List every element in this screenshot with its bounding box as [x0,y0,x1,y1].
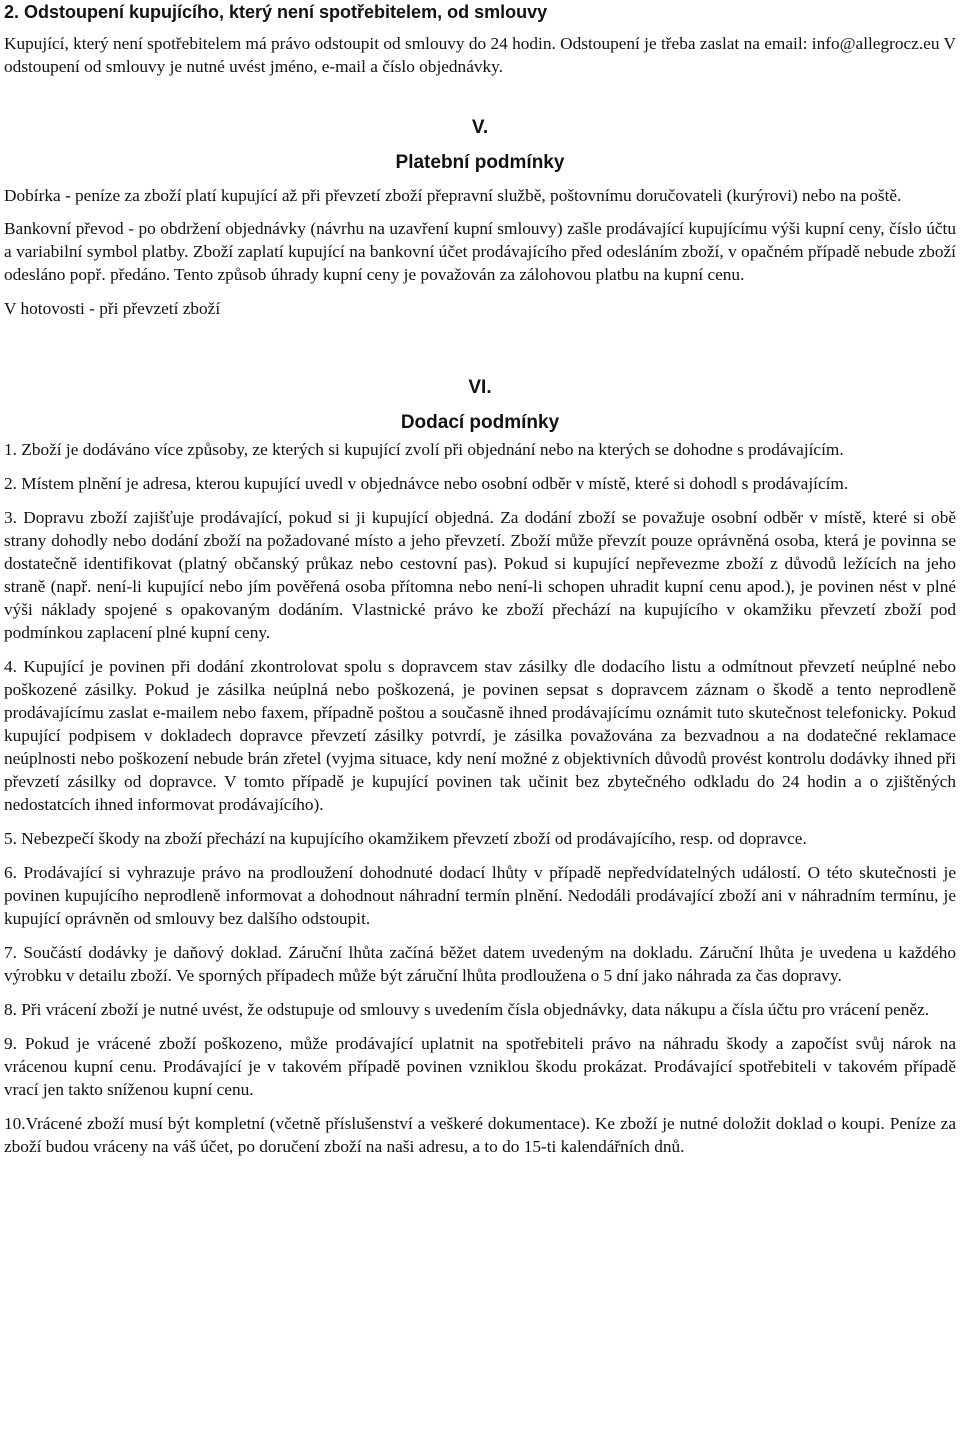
paragraph: Dobírka - peníze za zboží platí kupující až při převzetí zboží přepravní službě, poštovnímu doručovateli (kurýrovi) nebo na poště. [4,186,902,205]
article-numeral: V. [471,117,489,138]
list-item: 3. Dopravu zboží zajišťuje prodávající, pokud si ji kupující objedná. Za dodání zboží se považuje osobní odběr v místě, které si obě strany dohodly nebo dodání zboží na požadované místo a jeho převzetí. Zboží může převzít pouze oprávněná osoba, která je povinna se dostatečně identifikovat (platný občanský průkaz nebo cestovní pas). Pokud si kupující nepřevezme zboží z důvodů ležících na jeho straně (např. není-li kupující nebo jím pověřená osoba přítomna nebo není-li schopen uhradit kupní cenu apod.), je povinen nést v plné výši náklady spojené s opakovaným dodáním. Vlastnické právo ke zboží přechází na kupujícího v okamžiku převzetí zboží pod podmínkou zaplacení plné kupní ceny. [4,508,956,642]
list-item: 7. Součástí dodávky je daňový doklad. Záruční lhůta začíná běžet datem uvedeným na dokladu. Záruční lhůta je uvedena u každého výrobku v detailu zboží. Ve sporných případech může být záruční lhůta prodloužena o 5 dní jako náhrada za čas dopravy. [4,943,956,985]
list-item: 1. Zboží je dodáváno více způsoby, ze kterých si kupující zvolí při objednání nebo na kterých se dohodne s prodávajícím. [4,440,844,459]
list-item: 6. Prodávající si vyhrazuje právo na prodloužení dohodnuté dodací lhůty v případě nepředvídatelných událostí. O této skutečnosti je povinen kupujícího neprodleně informovat a dohodnout náhradní termín plnění. Nedodáli prodávající zboží ani v náhradním termínu, je kupující oprávněn od smlouvy bez dalšího odstoupit. [4,863,956,928]
article-title: Dodací podmínky [400,412,560,433]
list-item: 10.Vrácené zboží musí být kompletní (včetně příslušenství a veškeré dokumentace). Ke zboží je nutné doložit doklad o koupi. Peníze za zboží budou vráceny na váš účet, po doručení zboží na naši adresu, a to do 15-ti kalendářních dnů. [4,1114,956,1156]
paragraph: Bankovní převod - po obdržení objednávky (návrhu na uzavření kupní smlouvy) zašle prodávající kupujícímu výši kupní ceny, číslo účtu a variabilní symbol platby. Zboží zaplatí kupující na bankovní účet prodávajícího před odesláním zboží, v opačném případě nebude zboží odesláno popř. předáno. Tento způsob úhrady kupní ceny je považován za zálohovou platbu na kupní cenu. [4,219,956,284]
list-item: 9. Pokud je vrácené zboží poškozeno, může prodávající uplatnit na spotřebiteli právo na náhradu škody a započíst svůj nárok na vrácenou kupní cenu. Prodávající je v takovém případě povinen vzniklou škodu prokázat. Prodávající spotřebiteli v takovém případě vrací jen takto sníženou kupní cenu. [4,1034,956,1099]
list-item: 4. Kupující je povinen při dodání zkontrolovat spolu s dopravcem stav zásilky dle dodacího listu a odmítnout převzetí neúplné nebo poškozené zásilky. Pokud je zásilka neúplná nebo poškozená, je povinen sepsat s dopravcem záznam o škodě a tento neprodleně prodávajícímu zaslat e-mailem nebo faxem, případně poštou a současně ihned prodávajícímu oznámit tuto skutečnost telefonicky. Pokud kupující podpisem v dokladech dopravce převzetí zásilky potvrdí, je zásilka považována za bezvadnou a na dodatečné reklamace neúplnosti nebo poškození nebude brán zřetel (vyjma situace, kdy není možné z objektivních důvodů provést kontrolu dodávky ihned při převzetí zásilky od dopravce. V tomto případě je kupující povinen tak učinit bez zbytečného odkladu do 24 hodin a o zjištěných nedostatcích ihned informovat prodávajícího). [4,657,956,814]
list-item: 2. Místem plnění je adresa, kterou kupující uvedl v objednávce nebo osobní odběr v místě, které si dohodl s prodávajícím. [4,474,849,493]
paragraph: V hotovosti - při převzetí zboží [4,299,221,318]
article-title: Platební podmínky [395,152,565,173]
article-numeral: VI. [468,377,492,398]
list-item: 5. Nebezpečí škody na zboží přechází na kupujícího okamžikem převzetí zboží od prodávajícího, resp. od dopravce. [4,829,807,848]
section-heading: 2. Odstoupení kupujícího, který není spotřebitelem, od smlouvy [4,2,548,22]
section-text: Kupující, který není spotřebitelem má právo odstoupit od smlouvy do 24 hodin. Odstoupení je třeba zaslat na email: info@allegrocz.eu V odstoupení od smlouvy je nutné uvést jméno, e-mail a číslo objednávky. [4,34,956,76]
list-item: 8. Při vrácení zboží je nutné uvést, že odstupuje od smlouvy s uvedením čísla objednávky, data nákupu a čísla účtu pro vrácení peněz. [4,1000,930,1019]
